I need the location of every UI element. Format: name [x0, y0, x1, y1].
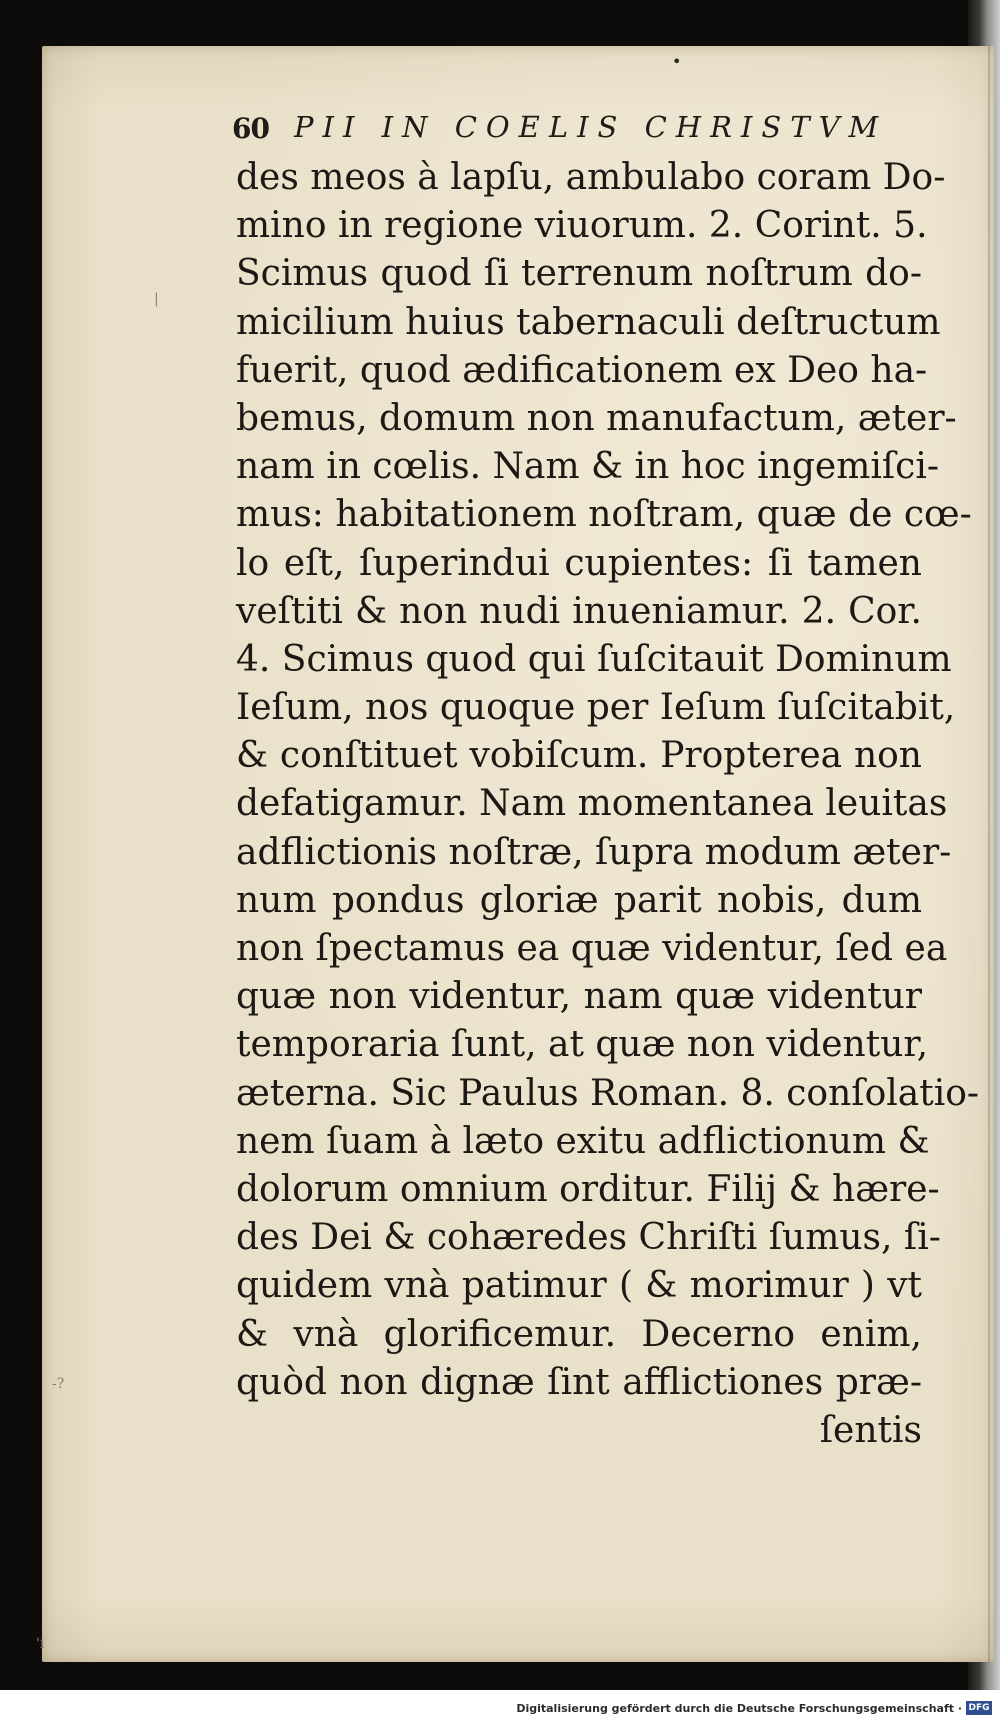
text-line: num pondus gloriæ parit nobis, dum — [236, 879, 922, 921]
text-line: lo eſt, ſuperindui cupientes: ſi tamen — [236, 542, 922, 584]
text-line: des meos à lapſu, ambulabo coram Do- — [236, 157, 946, 198]
margin-mark: 'i — [36, 1636, 45, 1652]
text-line: des Dei & cohæredes Chriſti ſumus, ſi- — [236, 1217, 941, 1259]
text-line: quæ non videntur, nam quæ videntur — [236, 976, 922, 1018]
text-line: veſtiti & non nudi inueniamur. 2. Cor. — [236, 590, 922, 632]
dfg-logo: DFG — [966, 1701, 992, 1715]
text-line: mus: habitationem noſtram, quæ de cœ- — [236, 494, 972, 536]
text-line: bemus, domum non manufactum, æter- — [236, 397, 957, 439]
text-line: Scimus quod ſi terrenum noſtrum do- — [236, 253, 922, 295]
page-edge — [988, 46, 990, 1662]
text-line: temporaria ſunt, at quæ non videntur, — [236, 1024, 929, 1066]
text-line: nam in cœlis. Nam & in hoc ingemiſci- — [236, 446, 940, 488]
text-line: dolorum omnium orditur. Filij & hære- — [236, 1168, 940, 1210]
running-title: PII IN COELIS CHRISTVM — [294, 110, 888, 144]
margin-mark: | — [154, 291, 159, 307]
footer-credit: Digitalisierung gefördert durch die Deutsche Forschungsgemeinschaft · — [516, 1702, 962, 1715]
top-mark: • — [672, 52, 682, 71]
footer-bar — [0, 1690, 1000, 1731]
text-line: fuerit, quod ædificationem ex Deo ha- — [236, 349, 928, 391]
margin-mark: -? — [52, 1376, 65, 1392]
text-line: æterna. Sic Paulus Roman. 8. conſolatio- — [236, 1072, 980, 1114]
text-line: non ſpectamus ea quæ videntur, ſed ea — [236, 928, 948, 969]
text-line: Ieſum, nos quoque per Ieſum ſuſcitabit, — [236, 687, 956, 729]
body-text — [236, 154, 980, 1455]
text-line: quòd non dignæ ſint afflictiones præ- — [236, 1361, 922, 1403]
text-line: nem ſuam à læto exitu adflictionum & — [236, 1120, 930, 1162]
text-line: ſentis — [819, 1409, 922, 1451]
text-line: mino in regione viuorum. 2. Corint. 5. — [236, 205, 928, 247]
page-number: 60 — [232, 112, 269, 145]
text-line: & vnà glorificemur. Decerno enim, — [236, 1313, 922, 1355]
text-line: adflictionis noſtræ, ſupra modum æter- — [236, 831, 952, 873]
text-line: 4. Scimus quod qui ſuſcitauit Dominum — [236, 638, 952, 680]
text-line: defatigamur. Nam momentanea leuitas — [236, 783, 948, 825]
text-line: micilium huius tabernaculi deſtructum — [236, 301, 941, 343]
text-line: quidem vnà patimur ( & morimur ) vt — [236, 1265, 922, 1307]
running-head — [232, 104, 952, 154]
book-page — [36, 46, 994, 1662]
text-line: & conſtituet vobiſcum. Propterea non — [236, 735, 922, 777]
